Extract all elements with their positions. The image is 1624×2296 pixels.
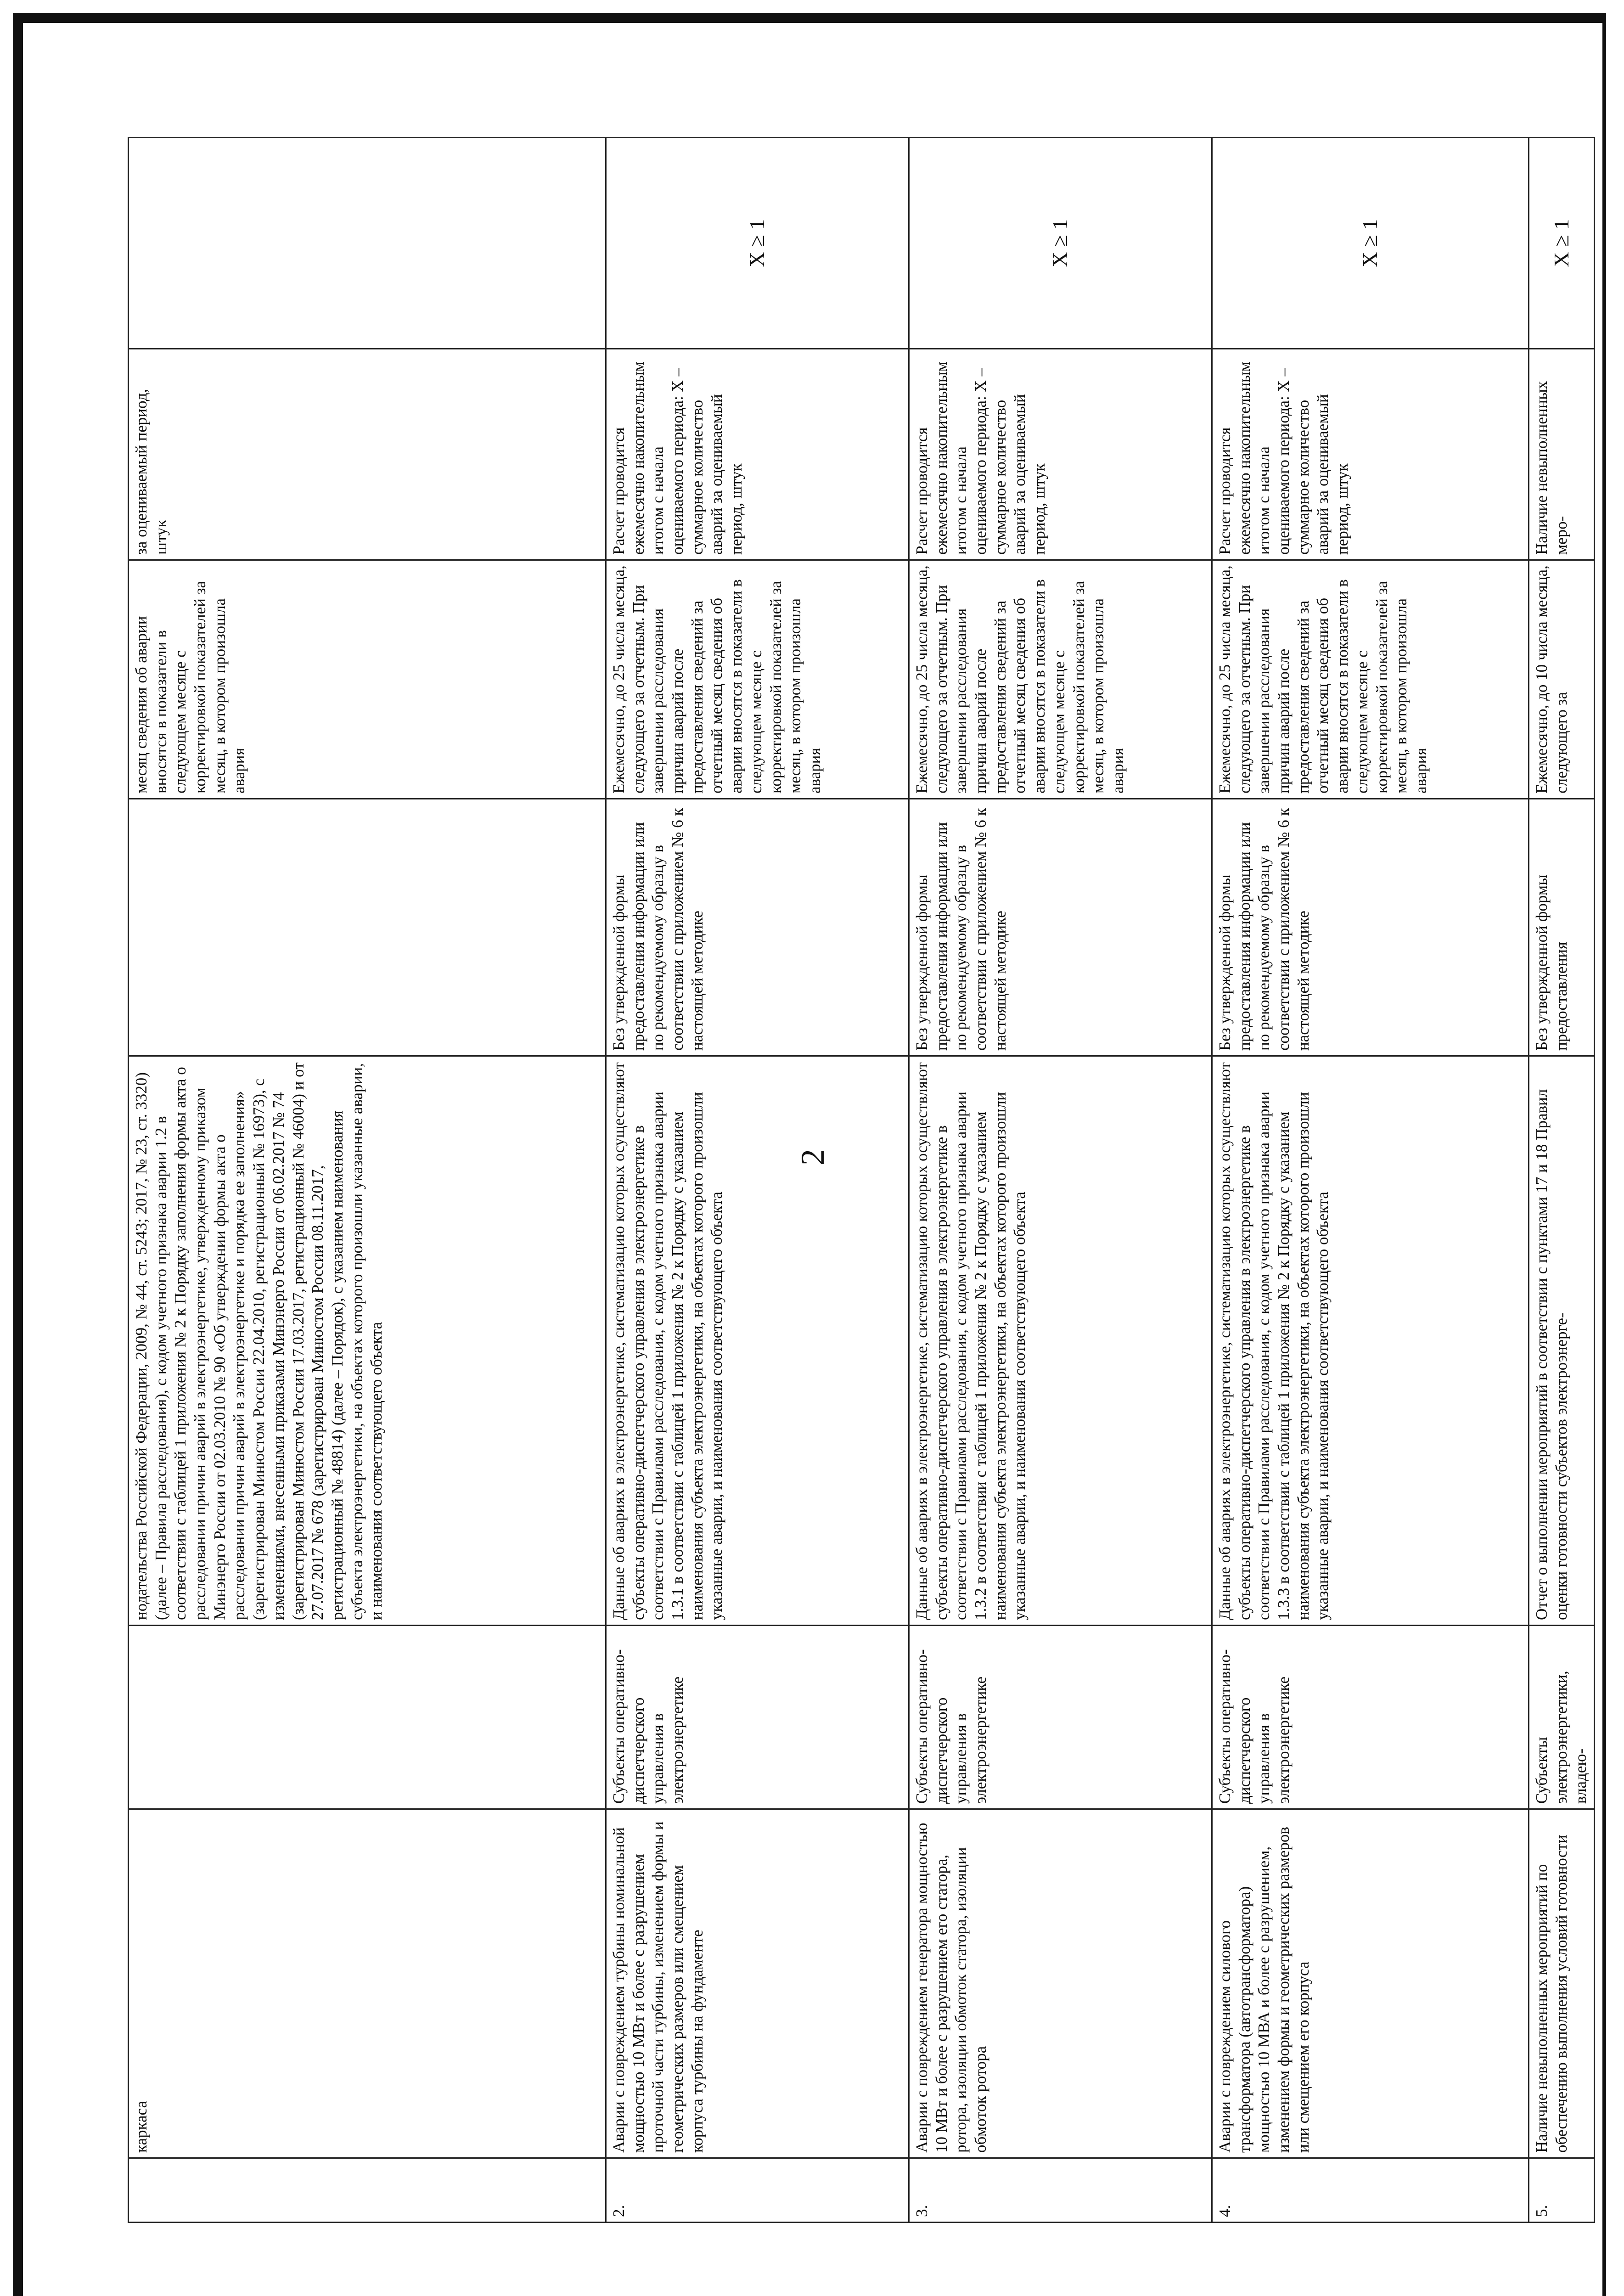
calculation-cell: Расчет проводится ежемесячно накопительным итогом с начала оцениваемого периода: X – суммарное количество аварий за оцениваемый период, штук: [606, 349, 909, 560]
deadline-cell: Ежемесячно, до 25 числа месяца, следующего за отчетным. При завершении расследования причин аварий после предоставления сведений за отчетный месяц сведения об аварии вносятся в показатели в следующем месяце с корректировкой показателей за месяц, в котором произошла авария: [909, 560, 1212, 799]
row-number: 2.: [606, 2158, 909, 2223]
table-row: [909, 138, 1212, 2223]
criteria-table: [128, 137, 1595, 2223]
data-source-cell: нодательства Российской Федерации, 2009, № 44, ст. 5243; 2017, № 23, ст. 3320) (далее – Правила расследования), с кодом учетного признака аварии 1.2 в соответствии с таблицей 1 приложения № 2 к Порядку заполнения формы акта о расследовании причин аварий в электроэнергетике, утвержденному приказом Минэнерго России от 02.03.2010 № 90 «Об утверждении формы акта о расследовании причин аварий в электроэнергетике и порядка ее заполнения» (зарегистрирован Минюстом России 22.04.2010, регистрационный № 16973), с изменениями, внесенными приказами Минэнерго России от 06.02.2017 № 74 (зарегистрирован Минюстом России 17.03.2017, регистрационный № 46004) и от 27.07.2017 № 678 (зарегистрирован Минюстом России 08.11.2017, регистрационный № 48814) (далее – Порядок), с указанием наименования субъекта электроэнергетики, на объектах которого произошли указанные аварии, и наименования соответствующего объекта: [129, 1056, 606, 1626]
row-number: 4.: [1212, 2158, 1529, 2223]
subjects-cell: [129, 1626, 606, 1809]
deadline-cell: месяц сведения об аварии вносятся в показатели в следующем месяце с корректировкой показателей за месяц, в котором произошла авария: [129, 560, 606, 799]
page-number: 2: [794, 1149, 831, 1165]
calculation-cell: Наличие невыполненных меро-: [1529, 349, 1595, 560]
subjects-cell: Субъекты оперативно-диспетчерского управления в электроэнергетике: [1212, 1626, 1529, 1809]
form-cell: Без утвержденной формы предоставления информации или по рекомендуемому образцу в соответствии с приложением № 6 к настоящей методике: [1212, 799, 1529, 1056]
row-number: 3.: [909, 2158, 1212, 2223]
criterion-cell: X ≥ 1: [1529, 138, 1595, 349]
form-cell: [129, 799, 606, 1056]
criterion-cell: [129, 138, 606, 349]
rotated-table-sheet: [128, 138, 1590, 2223]
data-source-cell: Данные об авариях в электроэнергетике, систематизацию которых осуществляют субъекты оперативно-диспетчерского управления в электроэнергетике в соответствии с Правилами расследования, с кодом учетного признака аварии 1.3.1 в соответствии с таблицей 1 приложения № 2 к Порядку с указанием наименования субъекта электроэнергетики, на объектах которого произошли указанные аварии, и наименования соответствующего объекта: [606, 1056, 909, 1626]
calculation-cell: Расчет проводится ежемесячно накопительным итогом с начала оцениваемого периода: X – суммарное количество аварий за оцениваемый период, штук: [1212, 349, 1529, 560]
subjects-cell: Субъекты электроэнергетики, владею-: [1529, 1626, 1595, 1809]
criterion-cell: X ≥ 1: [909, 138, 1212, 349]
subjects-cell: Субъекты оперативно-диспетчерского управления в электроэнергетике: [606, 1626, 909, 1809]
criterion-cell: X ≥ 1: [606, 138, 909, 349]
indicator-name: каркаса: [129, 1809, 606, 2158]
subjects-cell: Субъекты оперативно-диспетчерского управления в электроэнергетике: [909, 1626, 1212, 1809]
data-source-cell: Данные об авариях в электроэнергетике, систематизацию которых осуществляют субъекты оперативно-диспетчерского управления в электроэнергетике в соответствии с Правилами расследования, с кодом учетного признака аварии 1.3.2 в соответствии с таблицей 1 приложения № 2 к Порядку с указанием наименования субъекта электроэнергетики, на объектах которого произошли указанные аварии, и наименования соответствующего объекта: [909, 1056, 1212, 1626]
indicator-name: Наличие невыполненных мероприятий по обеспечению выполнения условий готовности: [1529, 1809, 1595, 2158]
data-source-cell: Данные об авариях в электроэнергетике, систематизацию которых осуществляют субъекты оперативно-диспетчерского управления в электроэнергетике в соответствии с Правилами расследования, с кодом учетного признака аварии 1.3.3 в соответствии с таблицей 1 приложения № 2 к Порядку с указанием наименования субъекта электроэнергетики, на объектах которого произошли указанные аварии, и наименования соответствующего объекта: [1212, 1056, 1529, 1626]
indicator-name: Аварии с повреждением турбины номинальной мощностью 10 МВт и более с разрушением проточной части турбины, изменением формы и геометрических размеров или смещением корпуса турбины на фундаменте: [606, 1809, 909, 2158]
deadline-cell: Ежемесячно, до 25 числа месяца, следующего за отчетным. При завершении расследования причин аварий после предоставления сведений за отчетный месяц сведения об аварии вносятся в показатели в следующем месяце с корректировкой показателей за месяц, в котором произошла авария: [1212, 560, 1529, 799]
table-row: [1212, 138, 1529, 2223]
table-row: [129, 138, 606, 2223]
indicator-name: Аварии с повреждением генератора мощностью 10 МВт и более с разрушением его статора, ротора, изоляции обмоток статора, изоляции обмоток ротора: [909, 1809, 1212, 2158]
row-number: 5.: [1529, 2158, 1595, 2223]
row-number: [129, 2158, 606, 2223]
calculation-cell: за оцениваемый период, штук: [129, 349, 606, 560]
form-cell: Без утвержденной формы предоставления информации или по рекомендуемому образцу в соответствии с приложением № 6 к настоящей методике: [606, 799, 909, 1056]
data-source-cell: Отчет о выполнении мероприятий в соответствии с пунктами 17 и 18 Правил оценки готовности субъектов электроэнерге-: [1529, 1056, 1595, 1626]
indicator-name: Аварии с повреждением силового трансформатора (автотрансформатора) мощностью 10 МВА и более с разрушением, изменением формы и геометрических размеров или смещением его корпуса: [1212, 1809, 1529, 2158]
criterion-cell: X ≥ 1: [1212, 138, 1529, 349]
table-body: [129, 138, 1595, 2223]
deadline-cell: Ежемесячно, до 25 числа месяца, следующего за отчетным. При завершении расследования причин аварий после предоставления сведений за отчетный месяц сведения об аварии вносятся в показатели в следующем месяце с корректировкой показателей за месяц, в котором произошла авария: [606, 560, 909, 799]
calculation-cell: Расчет проводится ежемесячно накопительным итогом с начала оцениваемого периода: X – суммарное количество аварий за оцениваемый период, штук: [909, 349, 1212, 560]
table-row: [1529, 138, 1595, 2223]
form-cell: Без утвержденной формы предоставления информации или по рекомендуемому образцу в соответствии с приложением № 6 к настоящей методике: [909, 799, 1212, 1056]
deadline-cell: Ежемесячно, до 10 числа месяца, следующего за: [1529, 560, 1595, 799]
table-row: [606, 138, 909, 2223]
form-cell: Без утвержденной формы предоставления: [1529, 799, 1595, 1056]
